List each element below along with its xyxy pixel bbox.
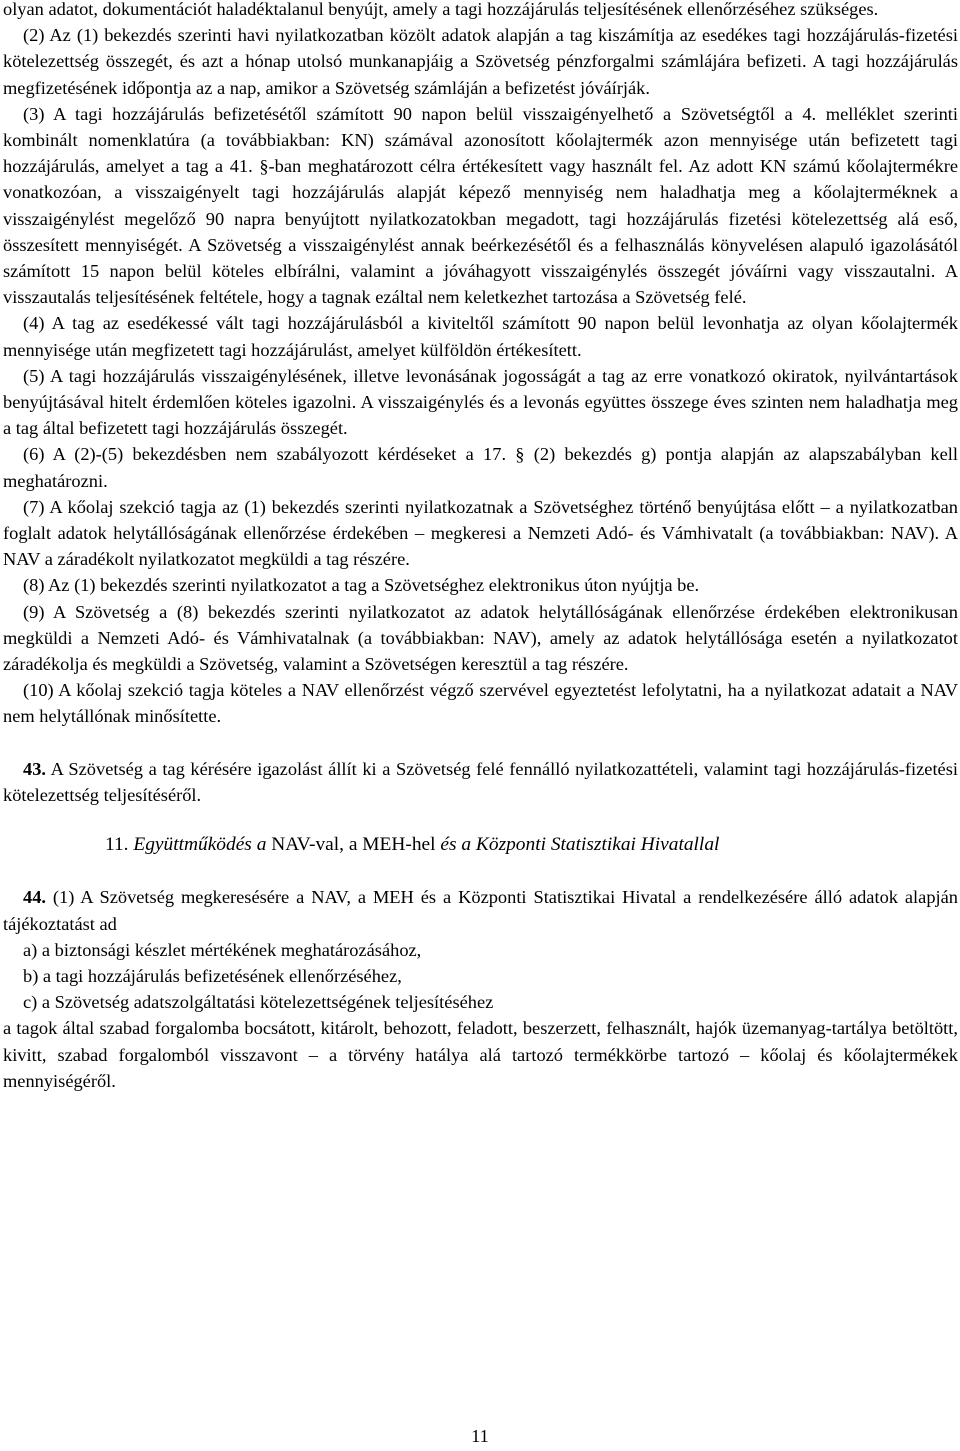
section-43-text: A Szövetség a tag kérésére igazolást állít ki a Szövetség felé fennálló nyilatkozattételi, valamint tagi hozzájárulás-fizetési kötelezettség teljesítéséről. (3, 758, 958, 805)
paragraph-42-4: (4) A tag az esedékessé vált tagi hozzájárulásból a kiviteltől számított 90 napon belül levonhatja az olyan kőolajtermék mennyisége után megfizetett tagi hozzájárulást, amelyet külföldön értékesített. (3, 313, 958, 360)
list-item-b: b) a tagi hozzájárulás befizetésének ellenőrzéséhez, (23, 965, 402, 986)
chapter-11-title-part1: Együttműködés a (133, 834, 267, 856)
section-44-closing: a tagok által szabad forgalomba bocsátott, kitárolt, behozott, feladott, beszerzett, felhasznált, hajók üzemanyag-tartálya betöltött, kivitt, szabad forgalomból visszavont – a törvény hatálya alá tartozó termékkörbe tartozó – kőolaj és kőolajtermékek mennyiségéről. (3, 1018, 958, 1091)
document-body (3, 0, 958, 1094)
list-item-a: a) a biztonsági készlet mértékének meghatározásához, (23, 939, 422, 960)
paragraph-42-10: (10) A kőolaj szekció tagja köteles a NAV ellenőrzést végző szervével egyeztetést lefolytatni, ha a nyilatkozat adatait a NAV nem helytállónak minősítette. (3, 680, 958, 727)
chapter-11-title-part3: és a Központi Statisztikai Hivatallal (440, 834, 720, 856)
page-number: 11 (471, 1426, 489, 1446)
paragraph-42-5: (5) A tagi hozzájárulás visszaigénylésének, illetve levonásának jogosságát a tag az erre vonatkozó okiratok, nyilvántartások benyújtásával hitelt érdemlően köteles igazolni. A visszaigénylés és a levonás együttes összege éves szinten nem haladhatja meg a tag által befizetett tagi hozzájárulás összegét. (3, 365, 958, 439)
section-44-intro-text: (1) A Szövetség megkeresésére a NAV, a MEH és a Központi Statisztikai Hivatal a rendelkezésére álló adatok alapján tájékoztatást ad (3, 887, 958, 934)
paragraph-42-9: (9) A Szövetség a (8) bekezdés szerinti nyilatkozatot az adatok helytállóságának ellenőrzése érdekében elektronikusan megküldi a Nemzeti Adó- és Vámhivatalnak (a továbbiakban: NAV), amely az adatok helytállósága esetén a nyilatkozatot záradékolja és megküldi a Szövetség, valamint a Szövetségen keresztül a tag részére. (3, 601, 958, 675)
chapter-11-title-part2: NAV-val, a MEH-hel (271, 834, 436, 856)
chapter-11-heading (3, 832, 958, 858)
paragraph-42-2: (2) Az (1) bekezdés szerinti havi nyilatkozatban közölt adatok alapján a tag kiszámítja az esedékes tagi hozzájárulás-fizetési kötelezettség összegét, és azt a hónap utolsó munkanapjáig a Szövetség pénzforgalmi számlájára befizeti. A tagi hozzájárulás megfizetésének időpontja az a nap, amikor a Szövetség számláján a befizetést jóváírják. (3, 25, 958, 98)
paragraph-42-7: (7) A kőolaj szekció tagja az (1) bekezdés szerinti nyilatkozatnak a Szövetséghez történő benyújtása előtt – a nyilatkozatban foglalt adatok helytállóságának ellenőrzése érdekében – megkeresi a Nemzeti Adó- és Vámhivatalt (a továbbiakban: NAV). A NAV a záradékolt nyilatkozatot megküldi a tag részére. (3, 496, 958, 570)
section-44-intro (3, 884, 958, 936)
section-43 (3, 756, 958, 808)
chapter-11-number: 11. (105, 834, 129, 856)
paragraph-42-3: (3) A tagi hozzájárulás befizetésétől számított 90 napon belül visszaigényelhető a Szövetségtől a 4. melléklet szerinti kombinált nomenklatúra (a továbbiakban: KN) számával azonosított kőolajtermék azon mennyisége után befizetett tagi hozzájárulás, amelyet a tag a 41. §-ban meghatározott célra értékesített vagy használt fel. Az adott KN számú kőolajtermékre vonatkozóan, a visszaigényelt tagi hozzájárulás alapját képező mennyiség nem haladhatja meg a kőolajterméknek a visszaigénylést megelőző 90 napra benyújtott nyilatkozatokban megadott, tagi hozzájárulás fizetési kötelezettség alá eső, összesített mennyiségét. A Szövetség a visszaigénylést annak beérkezésétől és a felhasználás könyvelésen alapuló igazolásától számított 15 napon belül köteles elbírálni, valamint a jóváhagyott visszaigénylés összegét jóváírni vagy visszautalni. A visszautalás teljesítésének feltétele, hogy a tagnak ezáltal nem keletkezhet tartozása a Szövetség felé. (3, 103, 958, 308)
paragraph-42-6: (6) A (2)-(5) bekezdésben nem szabályozott kérdéseket a 17. § (2) bekezdés g) pontja alapján az alapszabályban kell meghatározni. (3, 444, 958, 491)
list-item-c: c) a Szövetség adatszolgáltatási kötelezettségének teljesítéséhez (23, 992, 494, 1013)
paragraph-continuation: olyan adatot, dokumentációt haladéktalanul benyújt, amely a tagi hozzájárulás teljesítésének ellenőrzéséhez szükséges. (3, 0, 879, 19)
section-44-number: 44. (23, 887, 46, 908)
section-43-number: 43. (23, 758, 46, 779)
paragraph-42-8: (8) Az (1) bekezdés szerinti nyilatkozatot a tag a Szövetséghez elektronikus úton nyújtja be. (23, 575, 700, 596)
